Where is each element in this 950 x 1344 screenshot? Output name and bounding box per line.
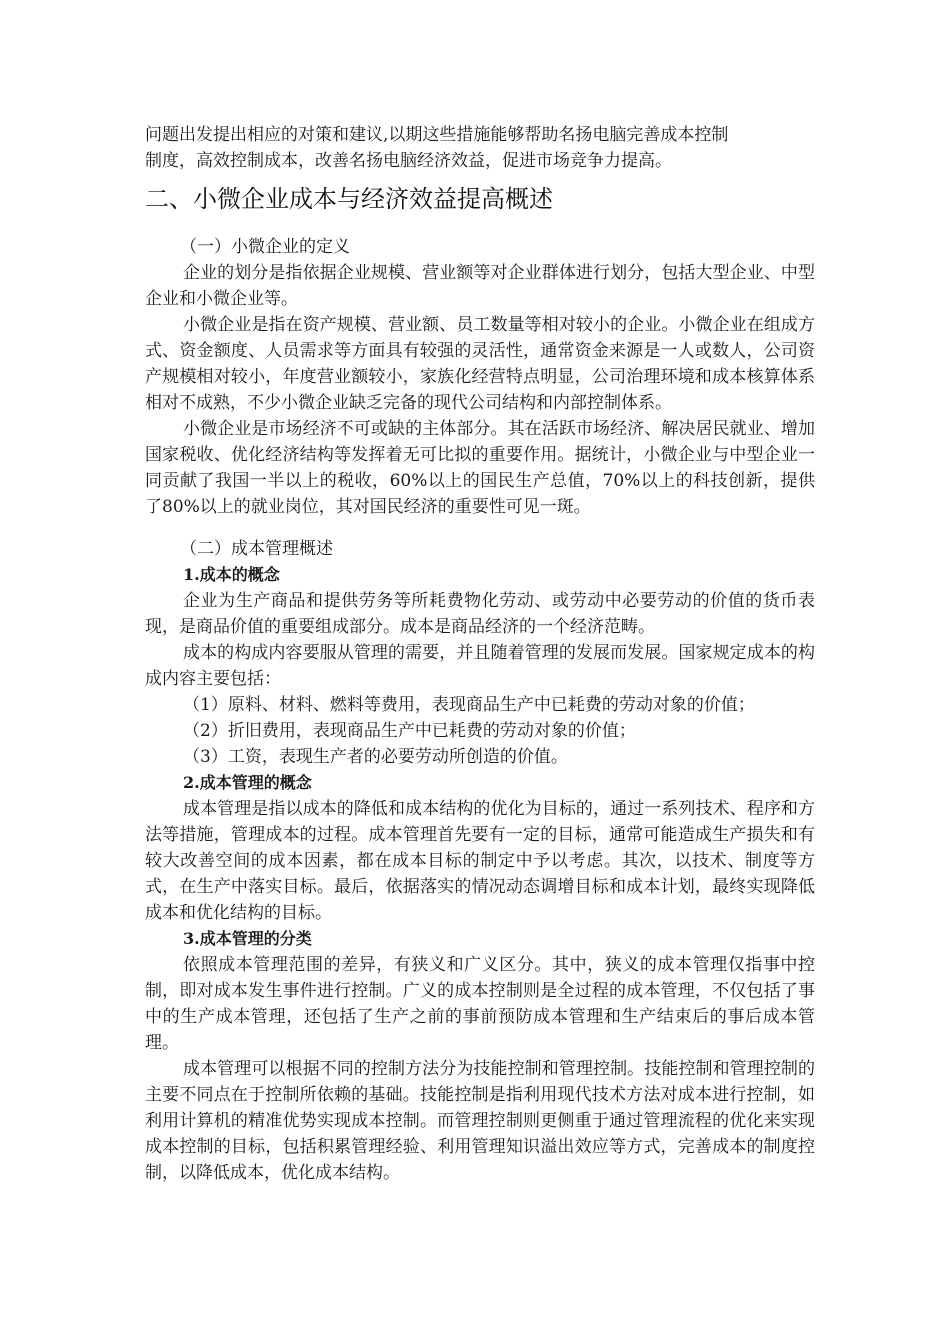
list-item: （1）原料、材料、燃料等费用，表现商品生产中已耗费的劳动对象的价值； <box>183 695 755 715</box>
paragraph: 小微企业是指在资产规模、营业额、员工数量等相对较小的企业。小微企业在组成方式、资金额度、人员需求等方面具有较强的灵活性，通常资金来源是一人或数人，公司资产规模相对较小，年度营业额较小，家族化经营特点明显，公司治理环境和成本核算体系相对不成熟，不少小微企业缺乏完备的现代公司结构和内部控制体系。 <box>145 315 815 413</box>
list-item: （2）折旧费用，表现商品生产中已耗费的劳动对象的价值； <box>183 721 636 741</box>
intro-line-2: 制度，高效控制成本，改善名扬电脑经济效益，促进市场竞争力提高。 <box>145 151 672 171</box>
paragraph: 成本管理可以根据不同的控制方法分为技能控制和管理控制。技能控制和管理控制的主要不同点在于控制所依赖的基础。技能控制是指利用现代技术方法对成本进行控制，如利用计算机的精准优势实现成本控制。而管理控制则更侧重于通过管理流程的优化来实现成本控制的目标，包括积累管理经验、利用管理知识溢出效应等方式，完善成本的制度控制，以降低成本，优化成本结构。 <box>145 1059 815 1183</box>
document-body <box>145 122 815 1186</box>
section-title: 二、小微企业成本与经济效益提高概述 <box>145 185 553 213</box>
minor-heading-cost-concept: 1.成本的概念 <box>183 565 280 584</box>
paragraph: 企业为生产商品和提供劳务等所耗费物化劳动、或劳动中必要劳动的价值的货币表现，是商品价值的重要组成部分。成本是商品经济的一个经济范畴。 <box>145 591 815 637</box>
paragraph: 成本管理是指以成本的降低和成本结构的优化为目标的，通过一系列技术、程序和方法等措施，管理成本的过程。成本管理首先要有一定的目标，通常可能造成生产损失和有较大改善空间的成本因素，都在成本目标的制定中予以考虑。其次，以技术、制度等方式，在生产中落实目标。最后，依据落实的情况动态调增目标和成本计划，最终实现降低成本和优化结构的目标。 <box>145 799 815 923</box>
paragraph: 成本的构成内容要服从管理的需要，并且随着管理的发展而发展。国家规定成本的构成内容主要包括： <box>145 643 815 689</box>
intro-line-1: 问题出发提出相应的对策和建议,以期这些措施能够帮助名扬电脑完善成本控制 <box>145 125 729 145</box>
subsection-heading-cost-management: （二）成本管理概述 <box>180 539 333 559</box>
paragraph: 依照成本管理范围的差异，有狭义和广义区分。其中，狭义的成本管理仅指事中控制，即对成本发生事件进行控制。广义的成本控制则是全过程的成本管理，不仅包括了事中的生产成本管理，还包括了生产之前的事前预防成本管理和生产结束后的事后成本管理。 <box>145 955 815 1053</box>
minor-heading-management-concept: 2.成本管理的概念 <box>183 773 312 792</box>
spacer <box>145 520 815 536</box>
subsection-heading-definition: （一）小微企业的定义 <box>180 237 350 257</box>
paragraph: 小微企业是市场经济不可或缺的主体部分。其在活跃市场经济、解决居民就业、增加国家税收、优化经济结构等发挥着无可比拟的重要作用。据统计，小微企业与中型企业一同贡献了我国一半以上的税收，60%以上的国民生产总值，70%以上的科技创新，提供了80%以上的就业岗位，其对国民经济的重要性可见一斑。 <box>145 419 815 517</box>
list-item: （3）工资，表现生产者的必要劳动所创造的价值。 <box>183 747 568 767</box>
paragraph: 企业的划分是指依据企业规模、营业额等对企业群体进行划分，包括大型企业、中型企业和小微企业等。 <box>145 263 815 309</box>
minor-heading-management-classification: 3.成本管理的分类 <box>183 929 312 948</box>
